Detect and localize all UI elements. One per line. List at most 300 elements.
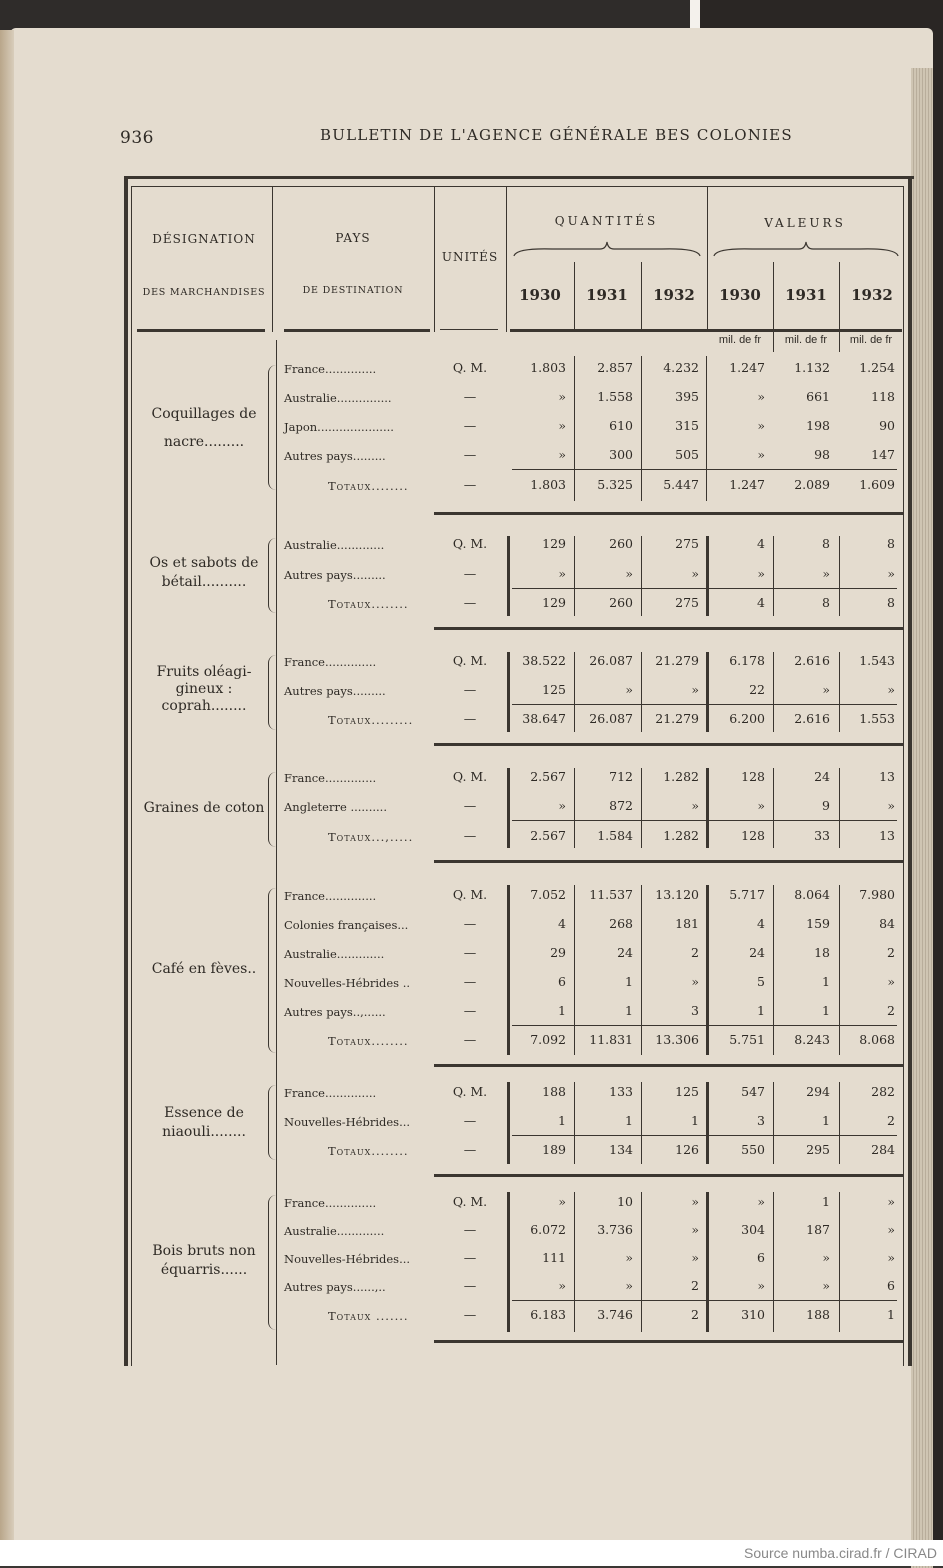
qty-1931: »: [625, 566, 633, 581]
qty-1930: 111: [542, 1250, 566, 1265]
val-1930: »: [757, 1194, 765, 1209]
qty-1931: 260: [609, 595, 633, 610]
subtotal-rule: [512, 469, 897, 470]
page-edges: [911, 68, 933, 1568]
val-1932: 1.543: [859, 653, 895, 668]
qty-1931: 133: [609, 1084, 633, 1099]
val-1931: »: [822, 1278, 830, 1293]
value-unit-1931: mil. de fr: [784, 334, 828, 346]
qty-1930: »: [558, 389, 566, 404]
val-1930: 24: [749, 945, 765, 960]
qty-1932: 5.447: [663, 477, 699, 492]
country-cell: Autres pays.........: [284, 449, 386, 463]
unit-cell: —: [463, 1250, 477, 1265]
unit-cell: Q. M.: [452, 360, 488, 375]
val-1930: 4: [757, 536, 765, 551]
val-1932: 8: [887, 536, 895, 551]
qty-1932: 3: [691, 1003, 699, 1018]
header-de-destination: DE DESTINATION: [302, 285, 404, 296]
qty-1931: 1: [625, 1003, 633, 1018]
qty-1930: 125: [542, 682, 566, 697]
unit-cell: —: [463, 389, 477, 404]
qty-1930: 1: [558, 1003, 566, 1018]
country-cell: France..............: [284, 1086, 377, 1100]
col-line: [574, 536, 575, 616]
qty-1931: »: [625, 1250, 633, 1265]
country-cell: France..............: [284, 655, 377, 669]
val-1930: »: [757, 1278, 765, 1293]
col-line: [507, 885, 510, 1055]
col-line: [773, 768, 774, 848]
value-unit-1932: mil. de fr: [849, 334, 893, 346]
qty-1931: 610: [609, 418, 633, 433]
col-line: [773, 885, 774, 1055]
qty-1930: »: [558, 1278, 566, 1293]
val-1930: »: [757, 389, 765, 404]
qty-1930: »: [558, 566, 566, 581]
goods-label: Essence de niaouli........: [162, 1105, 246, 1140]
header-pays: PAYS: [335, 231, 371, 245]
qty-1931: 1.584: [597, 828, 633, 843]
val-1931: 2.616: [794, 711, 830, 726]
unit-cell: —: [463, 798, 477, 813]
source-credit: Source numba.cirad.fr / CIRAD: [744, 1545, 937, 1561]
col-line: [706, 768, 709, 848]
group-rule: [434, 1174, 904, 1177]
col-line: [507, 768, 510, 848]
val-1932: 1.254: [859, 360, 895, 375]
val-1932: 284: [871, 1142, 895, 1157]
col-line: [641, 768, 642, 848]
val-1932: »: [887, 566, 895, 581]
qty-1931: 1: [625, 1113, 633, 1128]
val-1931: 295: [806, 1142, 830, 1157]
val-1930: 1: [757, 1003, 765, 1018]
unit-cell: Q. M.: [452, 1084, 488, 1099]
val-1931: »: [822, 566, 830, 581]
quantites-brace: [512, 240, 702, 258]
val-1930: »: [757, 566, 765, 581]
val-1930: 547: [741, 1084, 765, 1099]
country-cell: Australie.............: [284, 947, 385, 961]
val-1930: 5.751: [729, 1032, 765, 1047]
qty-1931: 2.857: [597, 360, 633, 375]
val-1931: 198: [806, 418, 830, 433]
qty-1931: 24: [617, 945, 633, 960]
header-year-q-1930: 1930: [519, 286, 561, 304]
qty-1930: 1: [558, 1113, 566, 1128]
val-1930: 4: [757, 595, 765, 610]
qty-1932: »: [691, 974, 699, 989]
totaux-label: Totaux........: [328, 597, 409, 611]
header-year-v-1931: 1931: [785, 286, 827, 304]
val-1931: 294: [806, 1084, 830, 1099]
val-1930: 5.717: [729, 887, 765, 902]
header-des-marchandises: DES MARCHANDISES: [142, 287, 266, 298]
qty-1931: 1.558: [597, 389, 633, 404]
qty-1930: 6.072: [530, 1222, 566, 1237]
qty-1931: 26.087: [589, 653, 633, 668]
qty-1930: 188: [542, 1084, 566, 1099]
val-1931: 661: [806, 389, 830, 404]
val-1932: »: [887, 1250, 895, 1265]
group-rule: [434, 512, 904, 515]
unit-cell: —: [463, 566, 477, 581]
qty-1930: 38.522: [522, 653, 566, 668]
val-1931: 1.132: [794, 360, 830, 375]
qty-1932: »: [691, 798, 699, 813]
val-1932: 84: [879, 916, 895, 931]
unit-cell: —: [463, 1113, 477, 1128]
country-cell: Japon.....................: [284, 420, 394, 434]
col-line: [574, 1192, 575, 1332]
val-1932: 282: [871, 1084, 895, 1099]
qty-1932: »: [691, 566, 699, 581]
country-cell: Colonies françaises...: [284, 918, 409, 932]
col-line: [641, 1082, 642, 1164]
col-line: [706, 652, 709, 732]
val-1931: 187: [806, 1222, 830, 1237]
table-frame-right: [908, 176, 912, 1366]
country-cell: France..............: [284, 771, 377, 785]
goods-label: Graines de coton: [143, 800, 265, 816]
qty-1932: 275: [675, 595, 699, 610]
qty-1931: 712: [609, 769, 633, 784]
val-1930: 22: [749, 682, 765, 697]
val-1932: 90: [879, 418, 895, 433]
qty-1931: 1: [625, 974, 633, 989]
table-frame-left-inner: [131, 186, 132, 1366]
qty-1931: 300: [609, 447, 633, 462]
col-line: [574, 356, 575, 501]
qty-1930: 6.183: [530, 1307, 566, 1322]
qty-1930: 38.647: [522, 711, 566, 726]
val-1930: 128: [741, 769, 765, 784]
qty-1931: 268: [609, 916, 633, 931]
goods-label: Bois bruts non équarris......: [152, 1243, 256, 1278]
val-1930: 3: [757, 1113, 765, 1128]
col-line: [839, 536, 840, 616]
col-line: [773, 1192, 774, 1332]
qty-1932: 315: [675, 418, 699, 433]
qty-1932: »: [691, 1194, 699, 1209]
val-1930: 1.247: [729, 477, 765, 492]
col-line: [507, 652, 510, 732]
val-1932: »: [887, 1194, 895, 1209]
val-1930: 4: [757, 916, 765, 931]
col-divider: [506, 187, 507, 332]
val-1931: 98: [814, 447, 830, 462]
unit-cell: —: [463, 916, 477, 931]
val-1930: 304: [741, 1222, 765, 1237]
qty-1932: 1: [691, 1113, 699, 1128]
value-unit-1930: mil. de fr: [718, 334, 762, 346]
col-line: [706, 885, 709, 1055]
totaux-label: Totaux........: [328, 1144, 409, 1158]
val-1931: 8: [822, 536, 830, 551]
qty-1931: 134: [609, 1142, 633, 1157]
val-1932: 1.609: [859, 477, 895, 492]
header-year-v-1932: 1932: [851, 286, 893, 304]
qty-1930: 189: [542, 1142, 566, 1157]
qty-1930: 6: [558, 974, 566, 989]
val-1931: 1: [822, 1003, 830, 1018]
qty-1930: 29: [550, 945, 566, 960]
country-cell: France..............: [284, 889, 377, 903]
qty-1932: 126: [675, 1142, 699, 1157]
val-1931: 188: [806, 1307, 830, 1322]
col-line: [574, 652, 575, 732]
qty-1931: 10: [617, 1194, 633, 1209]
col-line: [641, 652, 642, 732]
col-divider: [272, 187, 273, 332]
val-1932: »: [887, 974, 895, 989]
col-line: [706, 1192, 709, 1332]
val-1932: »: [887, 798, 895, 813]
col-line: [839, 1192, 840, 1332]
unit-cell: —: [463, 974, 477, 989]
val-1931: 1: [822, 974, 830, 989]
col-line: [773, 1082, 774, 1164]
col-line: [773, 652, 774, 732]
val-1930: »: [757, 798, 765, 813]
qty-1930: 1.803: [530, 477, 566, 492]
qty-1932: 2: [691, 945, 699, 960]
unit-cell: —: [463, 595, 477, 610]
country-cell: France..............: [284, 362, 377, 376]
val-1931: 8.243: [794, 1032, 830, 1047]
header-year-q-1931: 1931: [586, 286, 628, 304]
qty-1932: 125: [675, 1084, 699, 1099]
qty-1932: 13.120: [655, 887, 699, 902]
col-divider: [707, 187, 708, 332]
goods-label: Fruits oléagi- gineux : coprah........: [156, 664, 252, 714]
col-line: [773, 536, 774, 616]
country-cell: Nouvelles-Hébrides...: [284, 1252, 411, 1266]
val-1932: 1: [887, 1307, 895, 1322]
group-rule: [434, 627, 904, 630]
goods-label: Coquillages de nacre.........: [151, 406, 257, 450]
col-line: [641, 885, 642, 1055]
qty-1930: 2.567: [530, 769, 566, 784]
col-line: [507, 1192, 510, 1332]
qty-1931: 3.736: [597, 1222, 633, 1237]
col-line: [641, 356, 642, 501]
unit-cell: Q. M.: [452, 536, 488, 551]
qty-1932: 21.279: [655, 653, 699, 668]
header-rule: [440, 329, 498, 330]
col-line: [706, 536, 709, 616]
country-cell: Autres pays..,......: [284, 1005, 386, 1019]
country-cell: Australie.............: [284, 538, 385, 552]
unit-cell: Q. M.: [452, 887, 488, 902]
qty-1930: 1.803: [530, 360, 566, 375]
val-1931: 18: [814, 945, 830, 960]
country-cell: France..............: [284, 1196, 377, 1210]
val-1932: 2: [887, 1113, 895, 1128]
qty-1930: »: [558, 447, 566, 462]
totaux-label: Totaux........: [328, 1034, 409, 1048]
qty-1932: 395: [675, 389, 699, 404]
col-line: [641, 536, 642, 616]
col-line: [507, 536, 510, 616]
col-line: [507, 1082, 510, 1164]
val-1931: 33: [814, 828, 830, 843]
header-valeurs: VALEURS: [764, 216, 846, 230]
val-1930: 128: [741, 828, 765, 843]
val-1930: 6.178: [729, 653, 765, 668]
val-1930: 6: [757, 1250, 765, 1265]
qty-1930: »: [558, 418, 566, 433]
col-line: [574, 768, 575, 848]
qty-1932: 505: [675, 447, 699, 462]
val-1932: 8.068: [859, 1032, 895, 1047]
header-quantites: QUANTITÉS: [554, 214, 659, 228]
unit-cell: Q. M.: [452, 769, 488, 784]
qty-1932: 4.232: [663, 360, 699, 375]
header-rule: [510, 329, 902, 332]
valeurs-brace: [712, 240, 900, 258]
qty-1930: 129: [542, 595, 566, 610]
col-line: [839, 885, 840, 1055]
qty-1931: 11.537: [589, 887, 633, 902]
qty-1930: 7.052: [530, 887, 566, 902]
header-rule: [284, 329, 430, 332]
unit-cell: —: [463, 711, 477, 726]
col-line: [839, 768, 840, 848]
val-1930: 550: [741, 1142, 765, 1157]
totaux-label: Totaux...,.....: [328, 830, 414, 844]
qty-1931: 3.746: [597, 1307, 633, 1322]
val-1931: 24: [814, 769, 830, 784]
val-1932: »: [887, 1222, 895, 1237]
val-1930: 1.247: [729, 360, 765, 375]
val-1932: 7.980: [859, 887, 895, 902]
qty-1930: »: [558, 798, 566, 813]
unit-cell: —: [463, 477, 477, 492]
val-1931: »: [822, 682, 830, 697]
qty-1931: 26.087: [589, 711, 633, 726]
table-frame-right-inner: [903, 186, 904, 1366]
goods-label: Os et sabots de bétail..........: [149, 555, 259, 590]
qty-1932: »: [691, 1222, 699, 1237]
val-1932: 2: [887, 1003, 895, 1018]
table-frame-inner-top: [131, 186, 904, 187]
val-1932: 147: [871, 447, 895, 462]
val-1931: 8: [822, 595, 830, 610]
val-1932: 1.553: [859, 711, 895, 726]
val-1932: 13: [879, 769, 895, 784]
group-rule: [434, 860, 904, 863]
val-1932: »: [887, 682, 895, 697]
val-1931: 159: [806, 916, 830, 931]
val-1931: 8.064: [794, 887, 830, 902]
col-divider: [574, 262, 575, 332]
qty-1931: »: [625, 1278, 633, 1293]
country-cell: Nouvelles-Hébrides ..: [284, 976, 411, 990]
totaux-label: Totaux........: [328, 479, 409, 493]
unit-cell: —: [463, 945, 477, 960]
val-1931: 9: [822, 798, 830, 813]
val-1930: »: [757, 418, 765, 433]
qty-1931: 11.831: [589, 1032, 633, 1047]
group-rule: [434, 1064, 904, 1067]
col-line: [641, 1192, 642, 1332]
header-designation: DÉSIGNATION: [152, 232, 256, 246]
qty-1930: 7.092: [530, 1032, 566, 1047]
unit-cell: —: [463, 682, 477, 697]
totaux-label: Totaux .......: [328, 1309, 409, 1323]
unit-cell: —: [463, 1307, 477, 1322]
qty-1932: 275: [675, 536, 699, 551]
val-1931: 2.616: [794, 653, 830, 668]
qty-1932: 1.282: [663, 769, 699, 784]
qty-1932: 181: [675, 916, 699, 931]
country-cell: Australie...............: [284, 391, 392, 405]
totaux-label: Totaux.........: [328, 713, 414, 727]
unit-cell: —: [463, 1003, 477, 1018]
unit-cell: —: [463, 1032, 477, 1047]
val-1932: 2: [887, 945, 895, 960]
unit-cell: —: [463, 1142, 477, 1157]
val-1930: »: [757, 447, 765, 462]
header-year-q-1932: 1932: [653, 286, 695, 304]
unit-cell: —: [463, 447, 477, 462]
qty-1931: 872: [609, 798, 633, 813]
unit-cell: —: [463, 828, 477, 843]
table-frame-left: [124, 176, 128, 1366]
country-cell: Autres pays.........: [284, 684, 386, 698]
val-1930: 310: [741, 1307, 765, 1322]
col-line: [839, 1082, 840, 1164]
val-1931: »: [822, 1250, 830, 1265]
unit-cell: —: [463, 1278, 477, 1293]
qty-1932: 1.282: [663, 828, 699, 843]
qty-1931: 5.325: [597, 477, 633, 492]
unit-cell: Q. M.: [452, 653, 488, 668]
col-line: [839, 652, 840, 732]
val-1931: 2.089: [794, 477, 830, 492]
qty-1932: 2: [691, 1307, 699, 1322]
header-year-v-1930: 1930: [719, 286, 761, 304]
val-1932: 8: [887, 595, 895, 610]
goods-label: Café en fèves..: [151, 961, 257, 977]
header-unites: UNITÉS: [441, 250, 499, 264]
country-cell: Autres pays.........: [284, 568, 386, 582]
col-line: [706, 1082, 709, 1164]
col-line: [574, 1082, 575, 1164]
header-rule: [137, 329, 265, 332]
qty-1930: 4: [558, 916, 566, 931]
qty-1932: »: [691, 682, 699, 697]
book-spine: [0, 30, 14, 1540]
qty-1931: »: [625, 682, 633, 697]
country-cell: Australie.............: [284, 1224, 385, 1238]
page-number: 936: [120, 128, 154, 148]
qty-1930: »: [558, 1194, 566, 1209]
val-1932: 13: [879, 828, 895, 843]
running-title: BULLETIN DE L'AGENCE GÉNÉRALE BES COLONIES: [320, 126, 793, 144]
qty-1932: 2: [691, 1278, 699, 1293]
val-1932: 118: [871, 389, 895, 404]
qty-1932: »: [691, 1250, 699, 1265]
unit-cell: —: [463, 1222, 477, 1237]
val-1932: 6: [887, 1278, 895, 1293]
col-line: [706, 356, 707, 501]
qty-1932: 13.306: [655, 1032, 699, 1047]
val-1931: 1: [822, 1113, 830, 1128]
col-line: [574, 885, 575, 1055]
